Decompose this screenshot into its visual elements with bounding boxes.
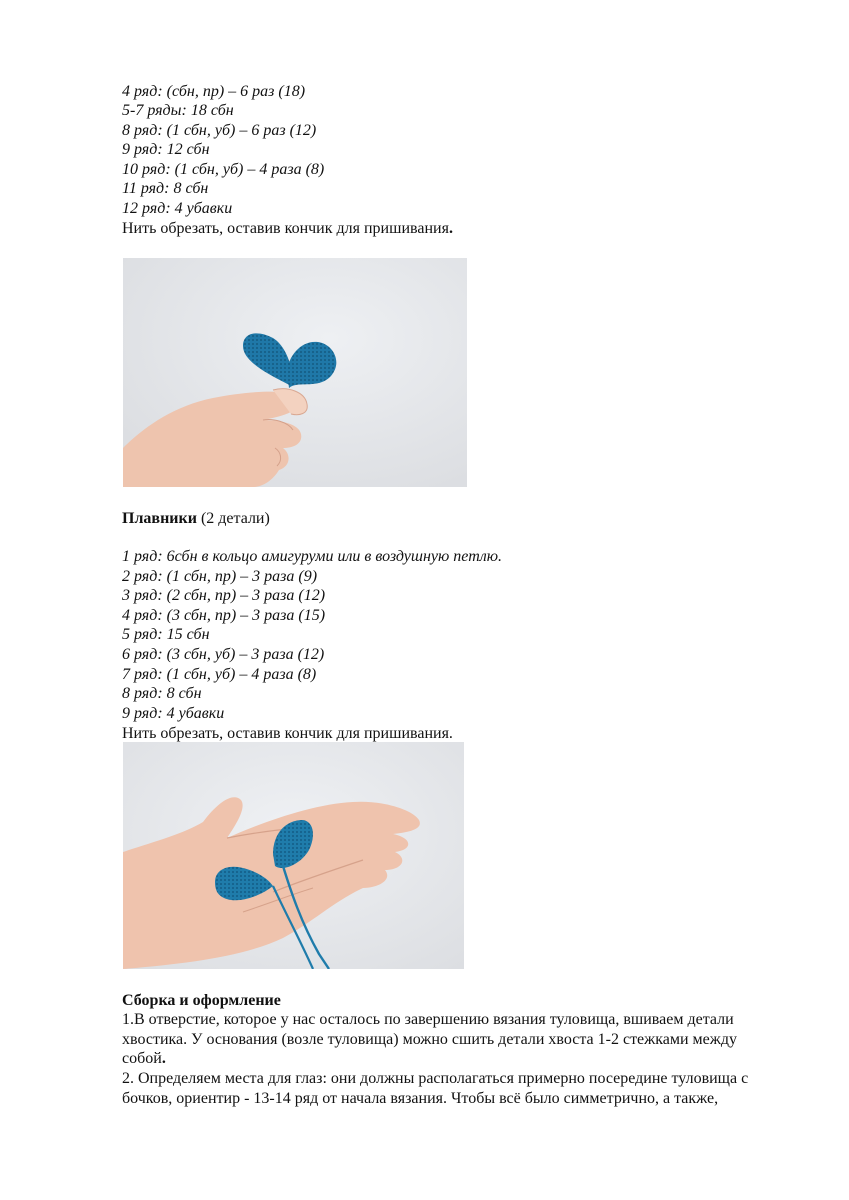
assembly-paragraph-1 xyxy=(122,1010,784,1069)
pattern-row-text: 5-7 ряды: 18 сбн xyxy=(122,102,234,119)
pattern-row: 9 ряд: 12 сбн xyxy=(122,141,210,158)
assembly-paragraph-1-end: . xyxy=(161,1050,166,1067)
pattern-row: 4 ряд: (3 сбн, пр) – 3 раза (15) xyxy=(122,607,326,624)
cut-note: Нить обрезать, оставив кончик для пришивания. xyxy=(122,725,453,742)
pattern-row: 8 ряд: 8 сбн xyxy=(122,685,202,702)
pattern-row xyxy=(122,101,234,120)
fins-photo xyxy=(123,742,464,969)
assembly-paragraph-2: 2. Определяем места для глаз: они должны располагаться примерно посередине туловища с бочков, ориентир - 13-14 ряд от начала вязания. Чтобы всё было симметрично, а также, xyxy=(122,1070,749,1107)
pattern-row: 3 ряд: (2 сбн, пр) – 3 раза (12) xyxy=(122,587,326,604)
pattern-row: 5 ряд: 15 сбн xyxy=(122,626,210,643)
pattern-row: 8 ряд: (1 сбн, уб) – 6 раз (12) xyxy=(122,122,317,139)
pattern-row: 9 ряд: 4 убавки xyxy=(122,705,225,722)
pattern-row: 2 ряд: (1 сбн, пр) – 3 раза (9) xyxy=(122,568,318,585)
pattern-row: 4 ряд: (сбн, пр) – 6 раз (18) xyxy=(122,83,306,100)
assembly-paragraph-1-text: 1.В отверстие, которое у нас осталось по завершению вязания туловища, вшиваем детали хвостика. У основания (возле туловища) можно сшить детали хвоста 1-2 стежками между собой xyxy=(122,1011,737,1067)
assembly-heading: Сборка и оформление xyxy=(122,992,281,1009)
pattern-row: 6 ряд: (3 сбн, уб) – 3 раза (12) xyxy=(122,646,325,663)
cut-note-text: Нить обрезать, оставив кончик для пришивания xyxy=(122,220,449,237)
pattern-row: 11 ряд: 8 сбн xyxy=(122,180,209,197)
fins-heading-title: Плавники xyxy=(122,510,197,527)
pattern-row: 1 ряд: 6сбн в кольцо амигуруми или в воздушную петлю. xyxy=(122,548,503,565)
cut-note xyxy=(122,219,453,238)
fins-heading-suffix: (2 детали) xyxy=(196,510,270,527)
fins-heading xyxy=(122,509,270,528)
pattern-row: 12 ряд: 4 убавки xyxy=(122,200,233,217)
pattern-row: 10 ряд: (1 сбн, уб) – 4 раза (8) xyxy=(122,161,325,178)
pattern-row: 7 ряд: (1 сбн, уб) – 4 раза (8) xyxy=(122,666,317,683)
tail-photo xyxy=(123,258,467,487)
cut-note-end: . xyxy=(448,220,453,237)
